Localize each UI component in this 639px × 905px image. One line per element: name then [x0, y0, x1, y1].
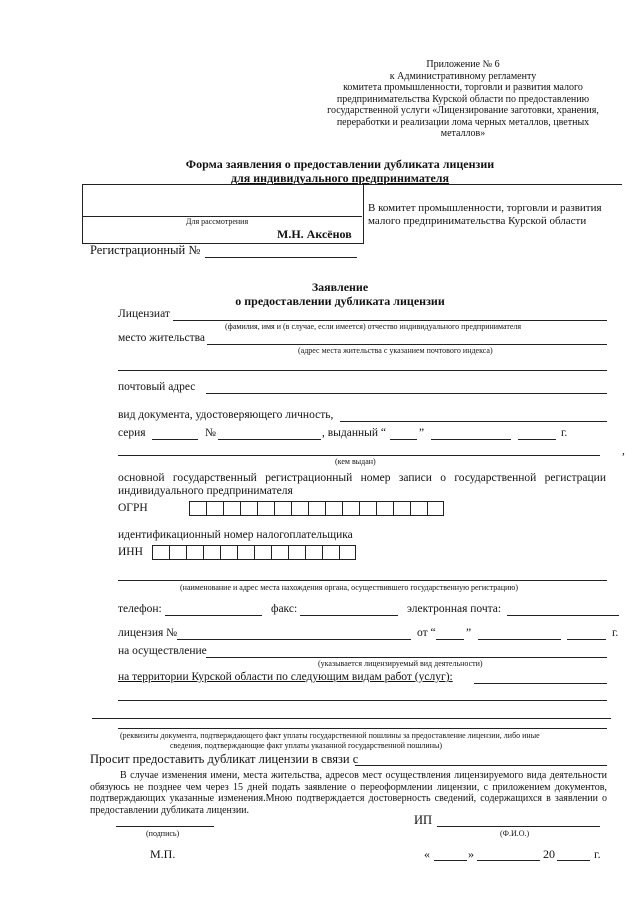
ogrn-cell[interactable]	[291, 501, 308, 516]
activity-label: на осуществление	[118, 645, 207, 657]
inn-cell[interactable]	[203, 545, 220, 560]
issued-by-field[interactable]	[118, 455, 600, 456]
inn-cell[interactable]	[305, 545, 322, 560]
ogrn-cell[interactable]	[308, 501, 325, 516]
issued-year-field[interactable]	[518, 439, 556, 440]
payment-hint: сведения, подтверждающие факт уплаты указанной государственной пошлины)	[170, 741, 443, 750]
issued-day-field[interactable]	[390, 439, 417, 440]
inn-cell[interactable]	[169, 545, 186, 560]
ogrn-description-line2: индивидуального предпринимателя	[118, 485, 293, 497]
date-close-quote: »	[468, 847, 474, 861]
number-sign: №	[205, 427, 216, 439]
territory-label: на территории Курской области по следующим видам работ (услуг):	[118, 671, 453, 683]
residence-hint: (адрес места жительства с указанием почтового индекса)	[298, 346, 493, 355]
ogrn-description	[118, 472, 606, 485]
inn-cell[interactable]	[220, 545, 237, 560]
license-day-field[interactable]	[436, 639, 464, 640]
inn-cell[interactable]	[152, 545, 169, 560]
ogrn-cells[interactable]	[189, 501, 444, 516]
licensee-hint: (фамилия, имя и (в случае, если имеется) отчество индивидуального предпринимателя	[225, 322, 522, 331]
date-year-prefix: 20	[543, 847, 555, 861]
appendix-line: металлов»	[440, 128, 486, 139]
territory-field-line2[interactable]	[118, 700, 607, 701]
ogrn-cell[interactable]	[325, 501, 342, 516]
request-reason-field[interactable]	[355, 765, 607, 766]
phone-label: телефон:	[118, 603, 162, 615]
issued-by-hint: (кем выдан)	[335, 457, 376, 466]
fio-hint: (Ф.И.О.)	[500, 829, 530, 838]
ogrn-cell[interactable]	[376, 501, 393, 516]
ogrn-label: ОГРН	[118, 502, 148, 514]
trailing-comma: ,	[622, 445, 625, 457]
ip-label: ИП	[414, 813, 433, 827]
header-box-top-right	[362, 184, 622, 185]
statement-heading: Заявление	[311, 280, 369, 294]
license-number-field[interactable]	[177, 639, 411, 640]
form-title	[100, 157, 580, 185]
ogrn-cell[interactable]	[274, 501, 291, 516]
year-label: г.	[612, 627, 619, 639]
series-label: серия	[118, 427, 146, 439]
series-field[interactable]	[152, 439, 198, 440]
ogrn-cell[interactable]	[189, 501, 206, 516]
fax-label: факс:	[271, 603, 298, 615]
appendix-block	[300, 59, 626, 140]
date-month-field[interactable]	[477, 860, 540, 861]
email-field[interactable]	[507, 615, 619, 616]
id-document-label: вид документа, удостоверяющего личность,	[118, 409, 334, 421]
inn-cell[interactable]	[271, 545, 288, 560]
postal-field[interactable]	[206, 393, 607, 394]
for-review-label: Для рассмотрения	[186, 217, 249, 226]
ogrn-cell[interactable]	[393, 501, 410, 516]
inn-label: ИНН	[118, 546, 143, 558]
inn-description: идентификационный номер налогоплательщика	[118, 529, 353, 541]
inn-cell[interactable]	[288, 545, 305, 560]
statement-subheading: о предоставлении дубликата лицензии	[235, 294, 445, 308]
signature-field[interactable]	[116, 826, 214, 827]
license-number-label: лицензия №	[118, 627, 178, 639]
territory-field-line3[interactable]	[92, 718, 611, 719]
activity-hint: (указывается лицензируемый вид деятельности)	[318, 659, 483, 668]
appendix-number: Приложение № 6	[426, 59, 500, 70]
fio-field[interactable]	[437, 826, 600, 827]
postal-label: почтовый адрес	[118, 381, 196, 393]
registration-number-field[interactable]	[205, 257, 357, 258]
ogrn-cell[interactable]	[240, 501, 257, 516]
appendix-line: к Административному регламенту	[389, 70, 537, 82]
issued-month-field[interactable]	[431, 439, 511, 440]
id-document-field[interactable]	[340, 421, 607, 422]
inn-cell[interactable]	[186, 545, 203, 560]
form-title-line: Форма заявления о предоставлении дубликата лицензии	[185, 157, 495, 171]
statement-title	[150, 280, 530, 308]
payment-hint: (реквизиты документа, подтверждающего факт уплаты государственной пошлины за предоставление лицензии, либо иные	[120, 731, 540, 740]
appendix-line: переработки и реализации лома черных металлов, цветных	[336, 116, 590, 128]
ogrn-cell[interactable]	[257, 501, 274, 516]
reviewer-name: М.Н. Аксёнов	[277, 227, 352, 241]
territory-field[interactable]	[474, 683, 607, 684]
license-month-field[interactable]	[478, 639, 561, 640]
ogrn-description-line: основной государственный регистрационный номер записи о государственной регистрации	[118, 472, 606, 484]
inn-cell[interactable]	[254, 545, 271, 560]
recipient-line: В комитет промышленности, торговли и развития	[368, 202, 602, 214]
appendix-line: комитета промышленности, торговли и развития малого	[343, 82, 583, 93]
fax-field[interactable]	[300, 615, 398, 616]
issued-label: , выданный “	[322, 427, 387, 439]
inn-cell[interactable]	[339, 545, 356, 560]
doc-number-field[interactable]	[218, 439, 321, 440]
registration-label: Регистрационный №	[90, 243, 201, 257]
ogrn-cell[interactable]	[223, 501, 240, 516]
ogrn-cell[interactable]	[359, 501, 376, 516]
inn-cell[interactable]	[322, 545, 339, 560]
license-year-field[interactable]	[567, 639, 606, 640]
activity-field[interactable]	[206, 657, 607, 658]
ogrn-cell[interactable]	[342, 501, 359, 516]
reg-authority-hint: (наименование и адрес места нахождения органа, осуществившего государственную регистрацию)	[180, 583, 519, 592]
residence-label: место жительства	[118, 332, 205, 344]
licensee-field[interactable]	[173, 320, 607, 321]
date-year-suffix: г.	[594, 847, 601, 861]
date-day-field[interactable]	[434, 860, 467, 861]
appendix-line: предпринимательства Курской области по предоставлению	[336, 93, 590, 105]
licensee-label: Лицензиат	[118, 308, 170, 320]
residence-field-line2[interactable]	[118, 370, 607, 371]
phone-field[interactable]	[165, 615, 262, 616]
recipient-line: малого предпринимательства Курской области	[368, 215, 587, 227]
ogrn-cell[interactable]	[206, 501, 223, 516]
license-from-label: от “	[417, 627, 436, 639]
quote-close: ”	[419, 427, 425, 439]
reg-authority-field[interactable]	[118, 580, 607, 581]
inn-cells[interactable]	[152, 545, 356, 560]
stamp-label: М.П.	[150, 847, 176, 861]
quote-close: ”	[466, 627, 472, 639]
ogrn-cell[interactable]	[410, 501, 427, 516]
residence-field[interactable]	[207, 344, 607, 345]
inn-cell[interactable]	[237, 545, 254, 560]
year-label: г.	[561, 427, 568, 439]
ogrn-cell[interactable]	[427, 501, 444, 516]
email-label: электронная почта:	[407, 603, 502, 615]
signature-hint: (подпись)	[146, 829, 180, 838]
appendix-line: государственной услуги «Лицензирование заготовки, хранения,	[327, 105, 599, 116]
payment-field[interactable]	[118, 728, 607, 729]
form-title-line: для индивидуального предпринимателя	[230, 171, 450, 185]
notice-paragraph: В случае изменения имени, места жительства, адресов мест осуществления лицензируемого вида деятельности обязуюсь не позднее чем через 15 дней подать заявление о переоформлении лицензии, с приложением документов, подтверждающих указанные изменения.Мною подтверждается достоверность сведений, содержащихся в заявлении о предоставлении дубликата лицензии.	[90, 770, 607, 816]
date-year-field[interactable]	[557, 860, 590, 861]
request-label: Просит предоставить дубликат лицензии в связи с	[90, 752, 359, 766]
date-open-quote: «	[424, 847, 430, 861]
